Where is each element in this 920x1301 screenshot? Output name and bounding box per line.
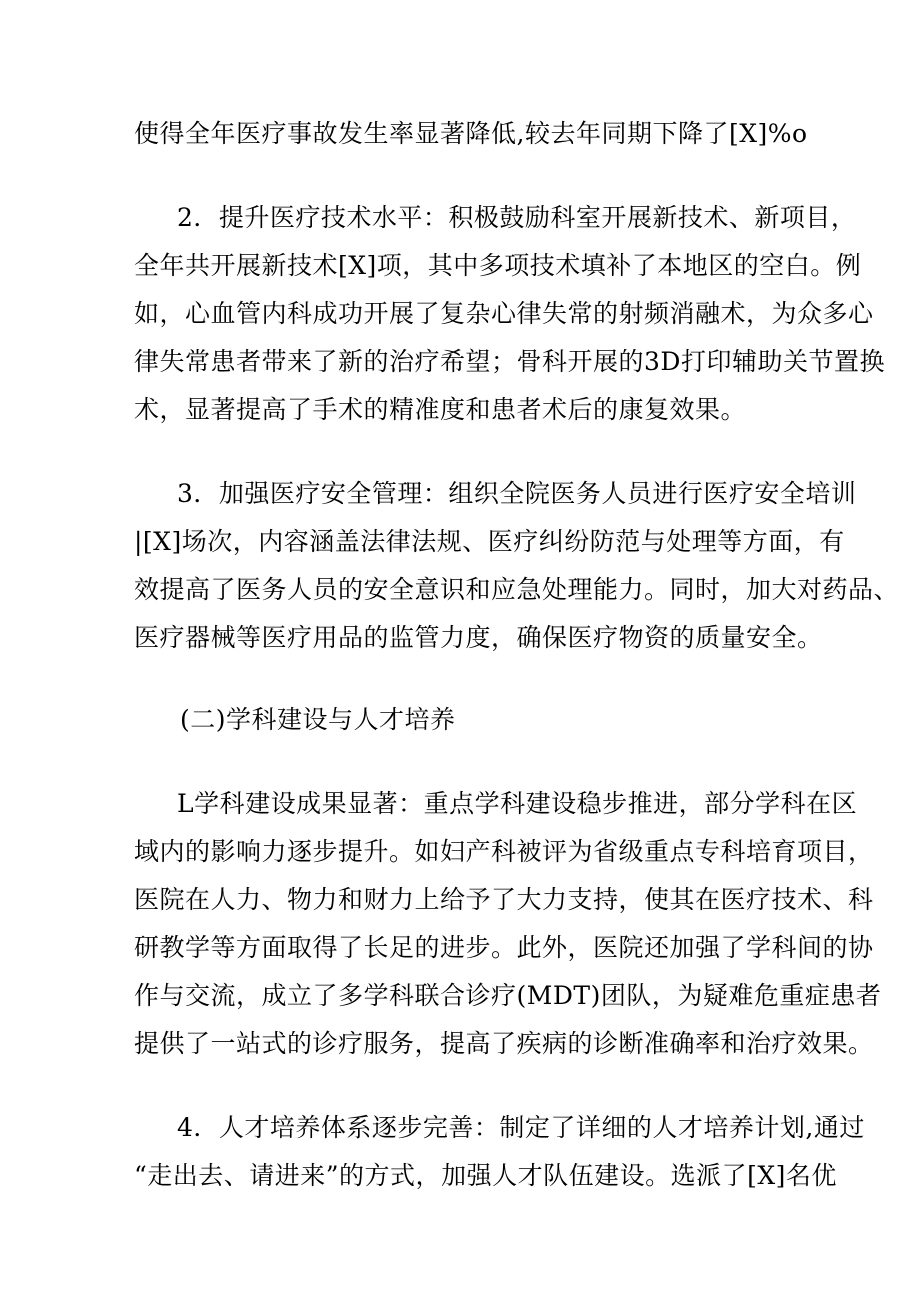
paragraph-line: 医疗器械等医疗用品的监管力度，确保医疗物资的质量安全。 [134, 623, 823, 652]
paragraph-line: 术，显著提高了手术的精准度和患者术后的康复效果。 [134, 395, 747, 424]
paragraph-line: “走出去、请进来”的方式，加强人才队伍建设。选派了[X]名优 [134, 1161, 837, 1190]
paragraph-line: 医院在人力、物力和财力上给予了大力支持，使其在医疗技术、科 [134, 885, 874, 914]
paragraph-line: 效提高了医务人员的安全意识和应急处理能力。同时，加大对药品、 [134, 575, 900, 604]
paragraph-line: L学科建设成果显著：重点学科建设稳步推进，部分学科在区 [177, 789, 858, 818]
paragraph-line: 3．加强医疗安全管理：组织全院医务人员进行医疗安全培训 [177, 479, 857, 508]
paragraph-line: 律失常患者带来了新的治疗希望；骨科开展的3D打印辅助关节置换 [134, 347, 885, 376]
paragraph-line: 域内的影响力逐步提升。如妇产科被评为省级重点专科培育项目， [134, 837, 874, 866]
paragraph-line: |[X]场次，内容涵盖法律法规、医疗纠纷防范与处理等方面，有 [134, 527, 845, 556]
paragraph-line: 全年共开展新技术[X]项，其中多项技术填补了本地区的空白。例 [134, 251, 862, 280]
paragraph-line: 研教学等方面取得了长足的进步。此外，医院还加强了学科间的协 [134, 933, 874, 962]
paragraph-line: 4．人才培养体系逐步完善：制定了详细的人才培养计划,通过 [177, 1113, 865, 1142]
paragraph-line: 使得全年医疗事故发生率显著降低,较去年同期下降了[X]%o [134, 119, 808, 148]
paragraph-line: 作与交流，成立了多学科联合诊疗(MDT)团队，为疑难危重症患者 [134, 981, 882, 1010]
paragraph-line: 2．提升医疗技术水平：积极鼓励科室开展新技术、新项目， [177, 203, 857, 232]
paragraph-line: 提供了一站式的诊疗服务，提高了疾病的诊断准确率和治疗效果。 [134, 1029, 874, 1058]
paragraph-line: 如，心血管内科成功开展了复杂心律失常的射频消融术，为众多心 [134, 299, 874, 328]
section-heading: (二)学科建设与人才培养 [180, 705, 456, 734]
